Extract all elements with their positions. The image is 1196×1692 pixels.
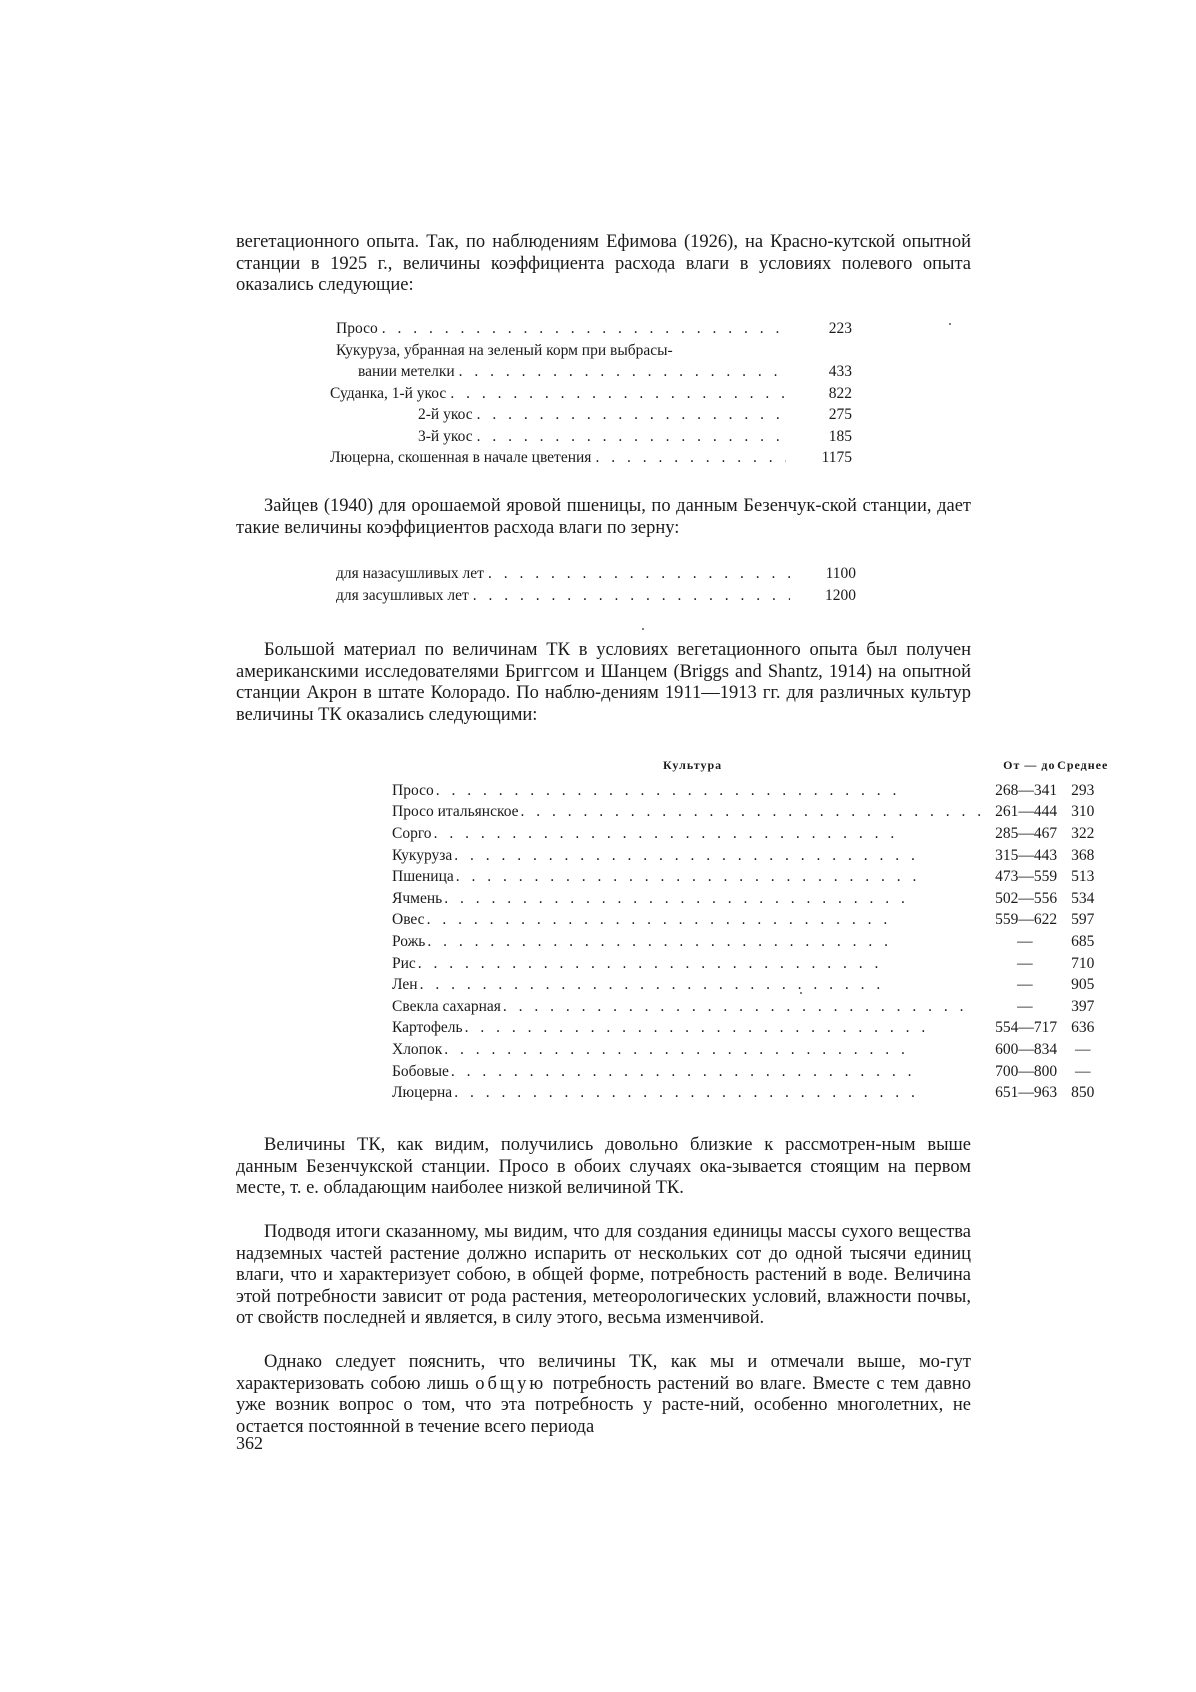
leader-dots — [454, 847, 985, 865]
crop-cell — [392, 910, 993, 932]
crop-name: Пшеница — [392, 868, 454, 886]
range-cell: 554—717 — [995, 1019, 1058, 1037]
leader-dots — [444, 890, 985, 908]
crop-name: Картофель — [392, 1019, 463, 1037]
table-row — [392, 953, 1108, 975]
leader-dots — [473, 587, 790, 605]
range-cell: 502—556 — [995, 889, 1058, 907]
column-header-range: От — до — [1003, 758, 1056, 772]
leader-dots — [595, 449, 786, 467]
column-header-crop: Культура — [663, 758, 723, 772]
leader-dots — [521, 803, 986, 821]
crop-cell — [392, 1039, 993, 1061]
crop-name: Ячмень — [392, 889, 443, 907]
table-row — [392, 910, 1108, 932]
list-item — [336, 363, 852, 385]
list-item — [330, 449, 852, 471]
leader-dots — [382, 320, 786, 338]
range-cell: 473—559 — [995, 868, 1058, 886]
table-row — [392, 1018, 1108, 1040]
paragraph-zaitsev: Зайцев (1940) для орошаемой яровой пшеницы, по данным Безенчук-ской станции, дает такие величины коэффициентов расхода влаги по зерну: — [236, 496, 971, 538]
average-cell: 397 — [1071, 997, 1095, 1015]
paragraph-conclusion — [236, 1352, 971, 1438]
list-item-value: 223 — [828, 320, 852, 337]
average-cell: 905 — [1071, 976, 1095, 994]
list-item-label: вании метелки — [358, 363, 455, 380]
list-item — [336, 565, 856, 587]
crop-cell — [392, 974, 993, 996]
list-item-value: 1200 — [825, 586, 856, 604]
range-cell: 651—963 — [995, 1084, 1058, 1102]
table-row — [392, 823, 1108, 845]
list-item-value: 433 — [828, 363, 852, 380]
crop-cell — [392, 1061, 993, 1083]
scan-speck — [800, 992, 802, 994]
conclusion-text-start: Однако следует пояснить, что величины ТК, как мы и отмечали выше, мо-гут характеризовать собою лишь — [236, 1352, 971, 1394]
list-item-label: Кукуруза, убранная на зеленый корм при выбрасы- — [336, 341, 673, 359]
range-cell: 315—443 — [995, 846, 1058, 864]
list-item-label: Люцерна, скошенная в начале цветения — [330, 449, 592, 466]
table-header-row — [392, 758, 1108, 780]
table-row — [392, 888, 1108, 910]
list-item-value: 275 — [828, 406, 852, 423]
list-item-label: Просо — [336, 320, 378, 337]
leader-dots — [450, 385, 786, 403]
list-item-value: 1175 — [821, 449, 852, 466]
table-row — [392, 996, 1108, 1018]
list-item — [336, 320, 852, 342]
crop-name: Рожь — [392, 932, 426, 950]
table-row — [392, 845, 1108, 867]
crop-cell — [392, 845, 993, 867]
crop-cell — [392, 888, 993, 910]
crop-tk-table — [392, 758, 1108, 1104]
crop-cell — [392, 1082, 993, 1104]
list-item — [336, 342, 852, 364]
table-row — [392, 1061, 1108, 1083]
tk-wheat-list — [336, 565, 856, 608]
paragraph-intro: вегетационного опыта. Так, по наблюдениям Ефимова (1926), на Красно-кутской опытной станции в 1925 г., величины коэффициента расхода влаги в условиях полевого опыта оказались следующие: — [236, 232, 971, 296]
conclusion-text-end: потребность растений во влаге. Вместе с тем давно уже возник вопрос о том, что эта потребность у расте-ний, особенно многолетних, не остается постоянной в течение всего периода — [236, 1373, 971, 1437]
crop-cell — [392, 931, 993, 953]
leader-dots — [434, 825, 986, 843]
list-item-label: 3-й укос — [418, 427, 473, 445]
list-item-value: 1100 — [825, 565, 856, 582]
average-cell: 685 — [1071, 932, 1095, 950]
table-row — [392, 931, 1108, 953]
table-row — [392, 866, 1108, 888]
leader-dots — [427, 933, 985, 951]
crop-name: Сорго — [392, 824, 432, 842]
range-cell: 261—444 — [995, 803, 1058, 821]
average-cell: 322 — [1071, 824, 1095, 842]
range-cell: 700—800 — [995, 1062, 1058, 1080]
table-body — [392, 780, 1108, 1104]
leader-dots — [451, 1063, 985, 1081]
crop-cell — [392, 996, 993, 1018]
average-cell: 534 — [1071, 889, 1095, 907]
crop-name: Бобовые — [392, 1062, 449, 1080]
list-item — [336, 406, 852, 428]
average-cell: 710 — [1071, 954, 1095, 972]
average-cell: 636 — [1071, 1019, 1095, 1037]
crop-cell — [392, 866, 993, 888]
average-cell: 368 — [1071, 846, 1095, 864]
column-header-average: Среднее — [1057, 758, 1109, 772]
crop-name: Свекла сахарная — [392, 997, 501, 1015]
leader-dots — [420, 976, 986, 994]
range-cell: — — [1017, 954, 1033, 972]
leader-dots — [456, 868, 985, 886]
average-cell: 513 — [1071, 868, 1095, 886]
crop-name: Рис — [392, 954, 416, 972]
table-row — [392, 1039, 1108, 1061]
average-cell: 293 — [1071, 781, 1095, 799]
crop-cell — [392, 1018, 993, 1040]
leader-dots — [427, 911, 986, 929]
paragraph-briggs-shantz: Большой материал по величинам ТК в условиях вегетационного опыта был получен американскими исследователями Бриггсом и Шанцем (Briggs and Shantz, 1914) на опытной станции Акрон в штате Колорадо. По наблю-дениям 1911—1913 гг. для различных культур величины ТК оказались следующими: — [236, 640, 971, 725]
conclusion-emphasis: общую — [475, 1373, 547, 1394]
table-row — [392, 802, 1108, 824]
range-cell: — — [1017, 997, 1033, 1015]
page-number: 362 — [236, 1433, 263, 1453]
tk-field-list — [330, 320, 852, 471]
crop-name: Люцерна — [392, 1084, 453, 1102]
range-cell: 285—467 — [995, 824, 1058, 842]
leader-dots — [477, 428, 786, 446]
list-item — [330, 385, 852, 407]
crop-cell — [392, 953, 993, 975]
range-cell: — — [1017, 932, 1033, 950]
list-item-label: для назасушливых лет — [336, 565, 484, 582]
leader-dots — [488, 565, 790, 583]
average-cell: 597 — [1071, 911, 1095, 929]
average-cell: — — [1074, 1040, 1091, 1058]
crop-name: Овес — [392, 911, 425, 929]
crop-name: Просо — [392, 781, 434, 799]
paragraph-comparison: Величины ТК, как видим, получились довольно близкие к рассмотрен-ным выше данным Безенчукской станции. Просо в обоих случаях ока-зывается стоящим на первом месте, т. е. обладающим наиболее низкой величиной ТК. — [236, 1135, 971, 1199]
paragraph-summary: Подводя итоги сказанному, мы видим, что для создания единицы массы сухого вещества надземных частей растение должно испарить от нескольких сот до одной тысячи единиц влаги, что и характеризует собою, в общей форме, потребность растений в воде. Величина этой потребности зависит от рода растения, метеорологических условий, влажности почвы, от свойств последней и является, в силу этого, весьма изменчивой. — [236, 1222, 971, 1329]
scan-speck — [949, 323, 951, 325]
range-cell: 268—341 — [995, 781, 1058, 799]
leader-dots — [418, 955, 985, 973]
crop-name: Лен — [392, 976, 418, 994]
crop-cell — [392, 823, 993, 845]
average-cell: — — [1074, 1062, 1091, 1080]
list-item-value: 822 — [828, 384, 852, 402]
list-item-value: 185 — [828, 427, 852, 445]
leader-dots — [459, 363, 786, 381]
crop-cell — [392, 802, 993, 824]
average-cell: 850 — [1071, 1084, 1095, 1102]
leader-dots — [503, 998, 985, 1016]
leader-dots — [436, 782, 985, 800]
list-item-label: для засушливых лет — [336, 586, 469, 604]
list-item-label: 2-й укос — [418, 406, 473, 423]
list-item — [336, 428, 852, 450]
crop-name: Кукуруза — [392, 846, 453, 864]
table-row — [392, 974, 1108, 996]
range-cell: 600—834 — [995, 1040, 1058, 1058]
crop-name: Просо итальянское — [392, 803, 519, 821]
table-row — [392, 1082, 1108, 1104]
range-cell: — — [1017, 976, 1033, 994]
list-item-label: Суданка, 1-й укос — [330, 384, 447, 402]
table-row — [392, 780, 1108, 802]
crop-cell — [392, 780, 993, 802]
leader-dots — [444, 1041, 985, 1059]
list-item — [336, 587, 856, 609]
crop-name: Хлопок — [392, 1040, 443, 1058]
average-cell: 310 — [1071, 803, 1095, 821]
scan-speck — [642, 628, 644, 630]
leader-dots — [465, 1019, 986, 1037]
leader-dots — [477, 406, 786, 424]
leader-dots — [454, 1084, 985, 1102]
range-cell: 559—622 — [995, 911, 1058, 929]
